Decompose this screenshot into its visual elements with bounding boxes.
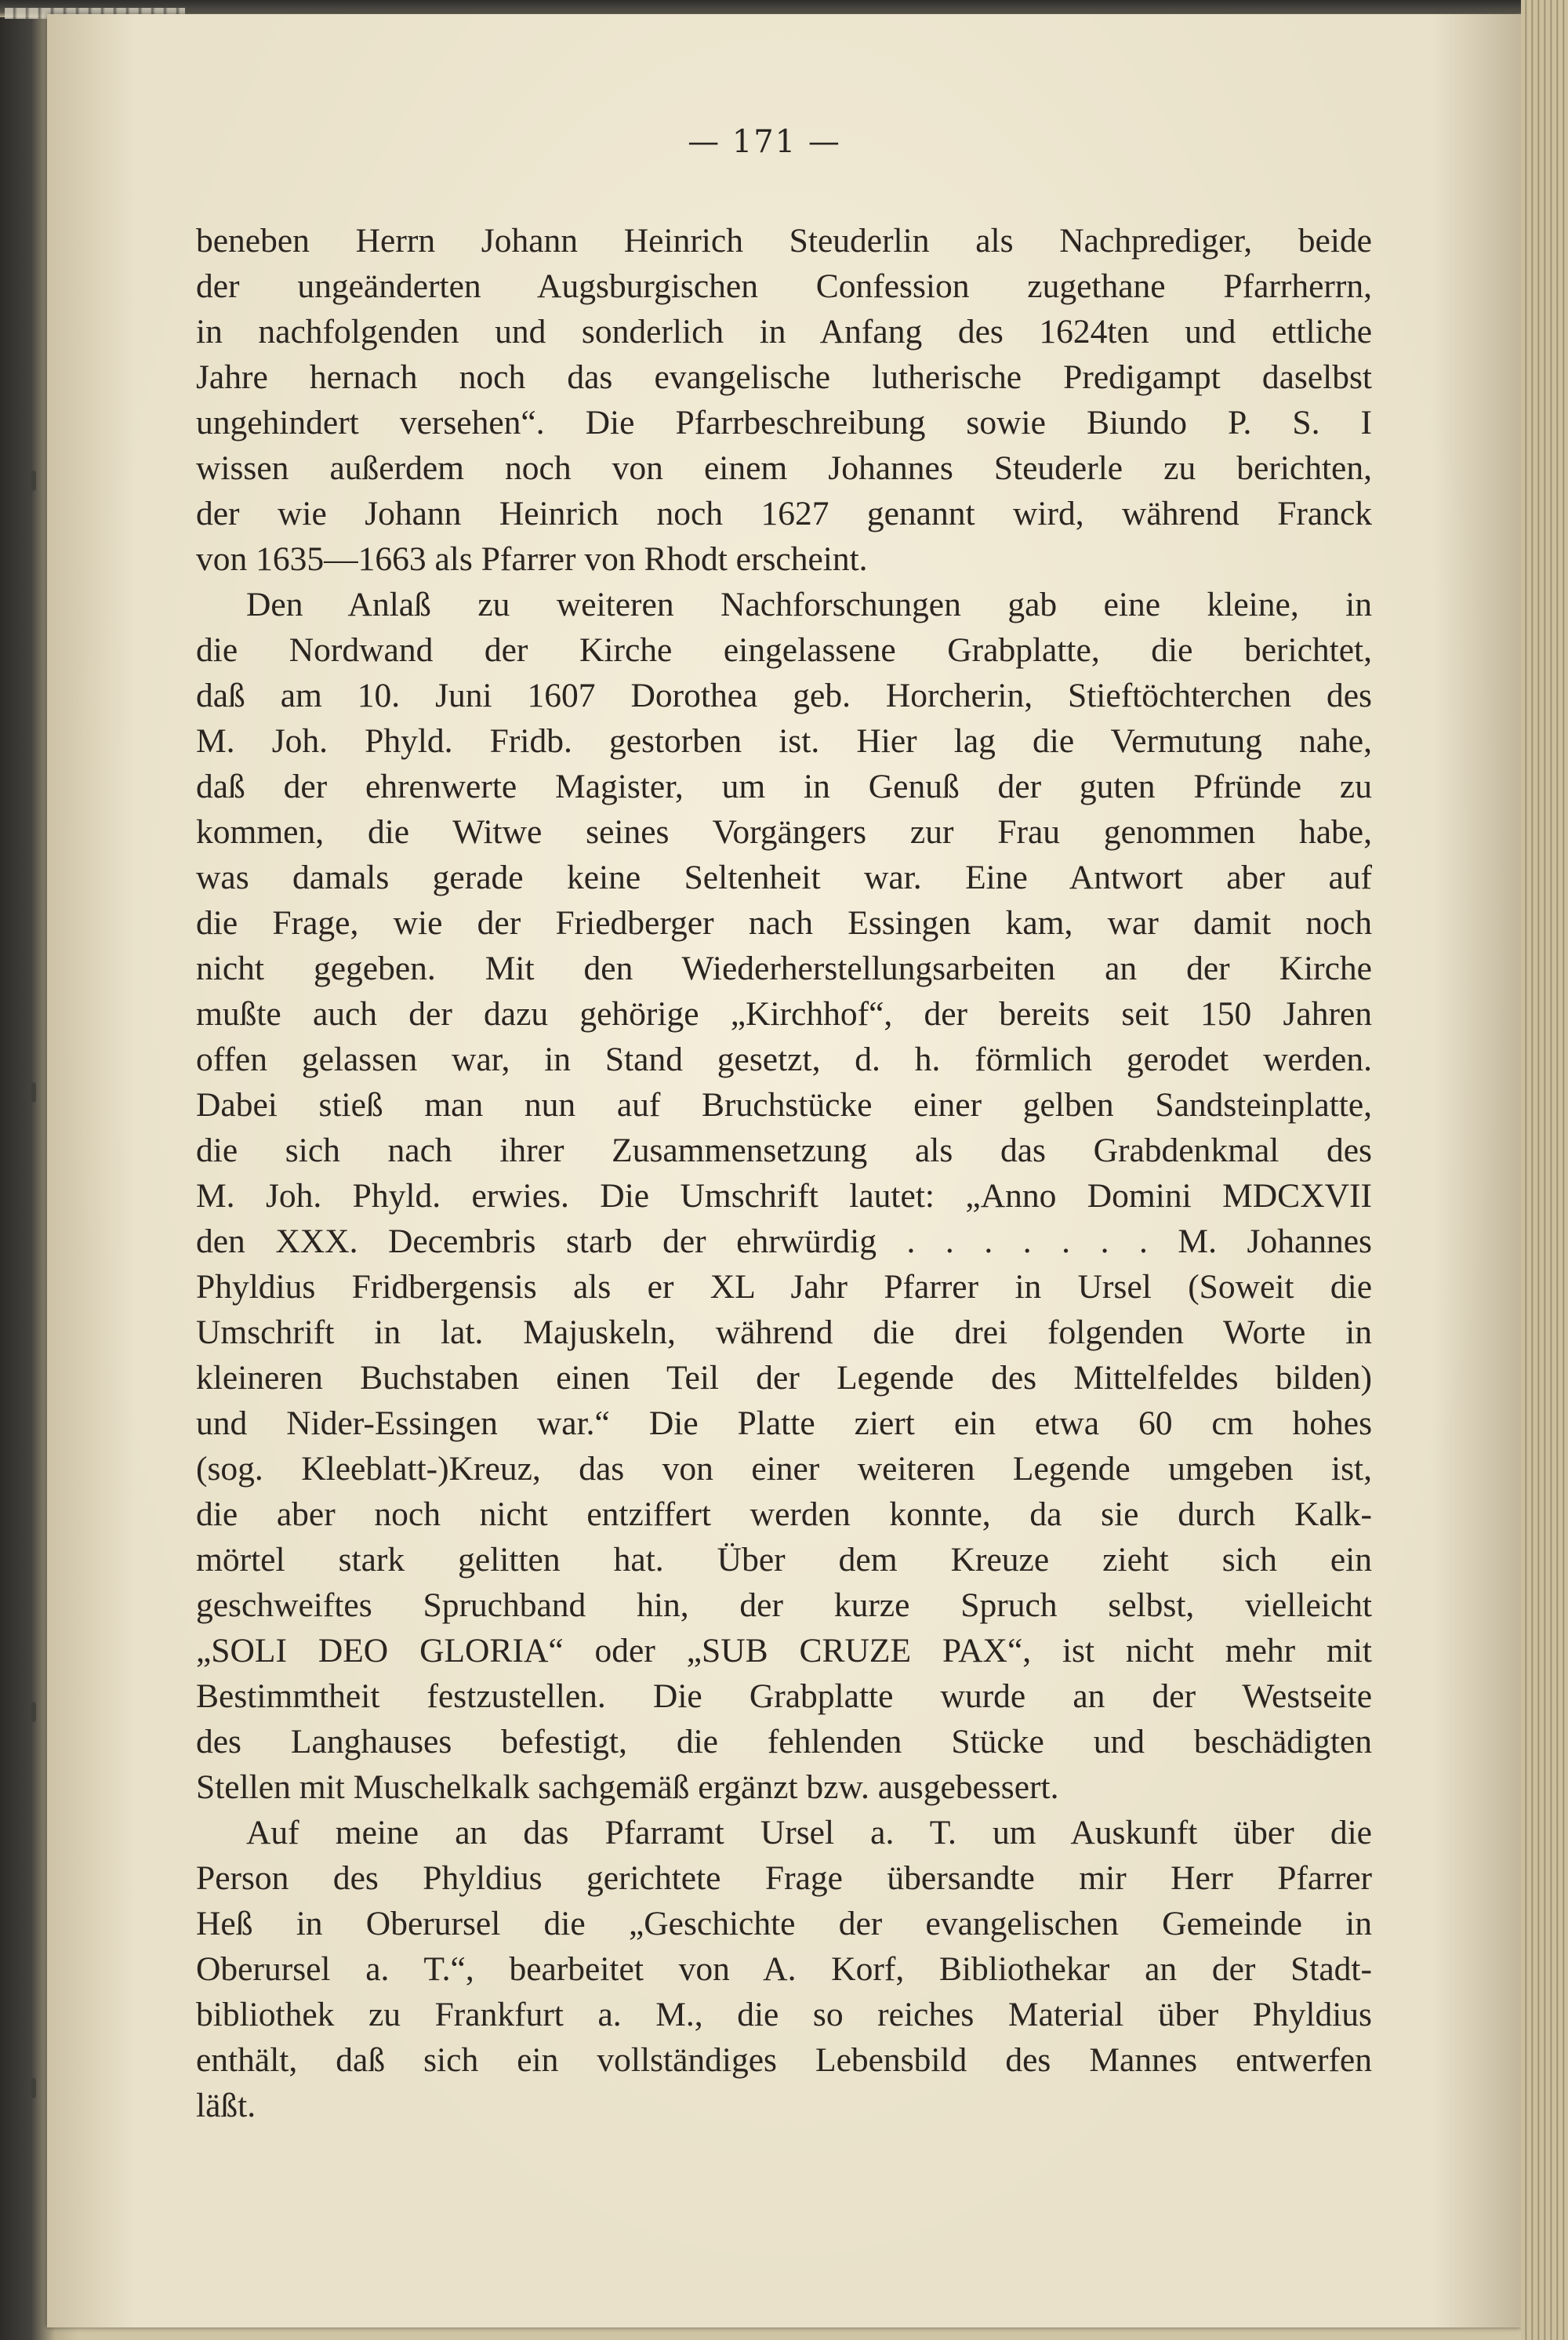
text-line: der wie Johann Heinrich noch 1627 genannt wird, während Franck: [196, 495, 1372, 532]
text-line: und Nider-Essingen war.“ Die Platte ziert ein etwa 60 cm hohes: [196, 1404, 1372, 1442]
text-line: Oberursel a. T.“, bearbeitet von A. Korf, Bibliothekar an der Stadt-: [196, 1950, 1372, 1988]
text-line: läßt.: [196, 2087, 256, 2124]
text-line: geschweiftes Spruchband hin, der kurze Spruch selbst, vielleicht: [196, 1586, 1372, 1624]
text-line: die Nordwand der Kirche eingelassene Grabplatte, die berichtet,: [196, 631, 1372, 669]
text-line: Auf meine an das Pfarramt Ursel a. T. um Auskunft über die: [246, 1814, 1372, 1851]
text-line: der ungeänderten Augsburgischen Confession zugethane Pfarrherrn,: [196, 267, 1372, 305]
text-line: wissen außerdem noch von einem Johannes Steuderle zu berichten,: [196, 449, 1372, 487]
page-edges: [1521, 0, 1568, 2340]
text-line: kleineren Buchstaben einen Teil der Legende des Mittelfeldes bilden): [196, 1359, 1372, 1397]
text-line: kommen, die Witwe seines Vorgängers zur Frau genommen habe,: [196, 813, 1372, 851]
text-line: Stellen mit Muschelkalk sachgemäß ergänzt bzw. ausgebessert.: [196, 1768, 1059, 1806]
text-line: Bestimmtheit festzustellen. Die Grabplatte wurde an der Westseite: [196, 1677, 1372, 1715]
text-line: ungehindert versehen“. Die Pfarrbeschreibung sowie Biundo P. S. I: [196, 404, 1372, 441]
binding-hole: [31, 471, 36, 491]
text-line: Person des Phyldius gerichtete Frage übersandte mir Herr Pfarrer: [196, 1859, 1372, 1897]
text-line: in nachfolgenden und sonderlich in Anfang des 1624ten und ettliche: [196, 313, 1372, 351]
text-line: enthält, daß sich ein vollständiges Lebensbild des Mannes entwerfen: [196, 2041, 1372, 2079]
text-line: die sich nach ihrer Zusammensetzung als das Grabdenkmal des: [196, 1132, 1372, 1169]
text-line: mußte auch der dazu gehörige „Kirchhof“, der bereits seit 150 Jahren: [196, 995, 1372, 1033]
text-line: daß am 10. Juni 1607 Dorothea geb. Horcherin, Stieftöchterchen des: [196, 677, 1372, 714]
binding-hole: [31, 1702, 36, 1722]
text-line: daß der ehrenwerte Magister, um in Genuß der guten Pfründe zu: [196, 768, 1372, 805]
text-line: Umschrift in lat. Majuskeln, während die drei folgenden Worte in: [196, 1314, 1372, 1351]
text-line: offen gelassen war, in Stand gesetzt, d. h. förmlich gerodet werden.: [196, 1041, 1372, 1078]
text-line: Den Anlaß zu weiteren Nachforschungen gab eine kleine, in: [246, 586, 1372, 623]
text-line: nicht gegeben. Mit den Wiederherstellungsarbeiten an der Kirche: [196, 950, 1372, 987]
text-line: beneben Herrn Johann Heinrich Steuderlin als Nachprediger, beide: [196, 222, 1372, 260]
text-line: des Langhauses befestigt, die fehlenden Stücke und beschädigten: [196, 1723, 1372, 1760]
binding-hole: [31, 1082, 36, 1103]
text-line: bibliothek zu Frankfurt a. M., die so reiches Material über Phyldius: [196, 1996, 1372, 2033]
page-number: — 171 —: [688, 124, 841, 160]
text-line: Phyldius Fridbergensis als er XL Jahr Pfarrer in Ursel (Soweit die: [196, 1268, 1372, 1306]
text-line: M. Joh. Phyld. Fridb. gestorben ist. Hier lag die Vermutung nahe,: [196, 722, 1372, 760]
text-line: M. Joh. Phyld. erwies. Die Umschrift lautet: „Anno Domini MDCXVII: [196, 1177, 1372, 1215]
text-line: (sog. Kleeblatt-)Kreuz, das von einer weiteren Legende umgeben ist,: [196, 1450, 1372, 1488]
text-line: die Frage, wie der Friedberger nach Essingen kam, war damit noch: [196, 904, 1372, 942]
text-line: mörtel stark gelitten hat. Über dem Kreuze zieht sich ein: [196, 1541, 1372, 1579]
text-line: Jahre hernach noch das evangelische lutherische Predigampt daselbst: [196, 358, 1372, 396]
body-text: [196, 218, 1372, 2128]
binding-hole: [31, 2078, 36, 2098]
text-line: was damals gerade keine Seltenheit war. Eine Antwort aber auf: [196, 859, 1372, 896]
text-line: Heß in Oberursel die „Geschichte der evangelischen Gemeinde in: [196, 1905, 1372, 1942]
text-line: Dabei stieß man nun auf Bruchstücke einer gelben Sandsteinplatte,: [196, 1086, 1372, 1124]
text-line: die aber noch nicht entziffert werden konnte, da sie durch Kalk-: [196, 1495, 1372, 1533]
text-line: den XXX. Decembris starb der ehrwürdig . . . . . . . M. Johannes: [196, 1223, 1372, 1260]
text-line: von 1635—1663 als Pfarrer von Rhodt erscheint.: [196, 540, 868, 578]
text-line: „SOLI DEO GLORIA“ oder „SUB CRUZE PAX“, ist nicht mehr mit: [196, 1632, 1372, 1670]
binding-holes: [31, 471, 47, 2117]
